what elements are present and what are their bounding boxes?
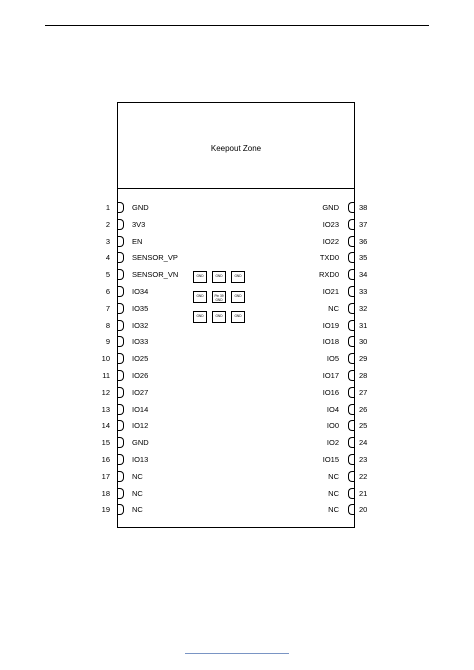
pin-number: 19 — [101, 505, 110, 515]
pin-number: 5 — [105, 270, 110, 280]
footer-link[interactable] — [185, 653, 289, 654]
pin-number: 28 — [359, 371, 368, 380]
pin-name: IO16 — [322, 387, 339, 397]
pin-pad — [348, 420, 354, 431]
pin-name: IO25 — [132, 354, 149, 364]
pin-number: 36 — [359, 236, 368, 246]
pin-number: 21 — [359, 488, 368, 498]
pin-name: GND — [322, 203, 339, 212]
pin-number: 30 — [359, 337, 368, 347]
pin-pad — [348, 387, 354, 398]
pin-name: NC — [132, 471, 143, 481]
pin-number: 7 — [105, 303, 110, 313]
header-rule — [45, 25, 429, 26]
pin-number: 8 — [105, 320, 110, 330]
pin-name: IO32 — [132, 320, 149, 330]
pin-row — [0, 220, 474, 230]
pin-number: 9 — [105, 337, 110, 347]
pin-number: 4 — [105, 253, 110, 263]
pin-name: IO13 — [132, 455, 149, 464]
pin-number: 1 — [105, 203, 110, 212]
pin-name: NC — [328, 488, 339, 498]
pin-row — [0, 237, 474, 247]
pin-number: 25 — [359, 421, 368, 431]
pin-pad — [348, 504, 354, 515]
pin-number: 23 — [359, 455, 368, 464]
pin-name: IO23 — [322, 219, 339, 229]
pin-name: GND — [132, 203, 149, 212]
pin-name: IO2 — [326, 438, 339, 448]
gnd-pad: GND — [231, 291, 245, 303]
keepout-zone-label: Keepout Zone — [210, 144, 262, 153]
pin-row — [0, 421, 474, 431]
pin-pad — [348, 320, 354, 331]
pin-name: IO18 — [322, 337, 339, 347]
pin-row — [0, 203, 474, 213]
pin-pad — [348, 454, 354, 465]
pin-row — [0, 455, 474, 465]
gnd-pad: GND — [193, 271, 207, 283]
keepout-zone — [117, 102, 355, 189]
pin-name: IO22 — [322, 236, 339, 246]
pin-pad — [348, 437, 354, 448]
pin-pad — [348, 286, 354, 297]
pin-name: IO17 — [322, 371, 339, 380]
pin-name: IO0 — [326, 421, 339, 431]
pin-number: 38 — [359, 203, 368, 212]
pin-row — [0, 438, 474, 448]
pin-number: 12 — [101, 387, 110, 397]
pin-name: NC — [328, 471, 339, 481]
pin-name: 3V3 — [132, 219, 146, 229]
pin-number: 32 — [359, 303, 368, 313]
pin-name: NC — [328, 303, 339, 313]
pin-name: IO14 — [132, 404, 149, 414]
pin-pad — [348, 252, 354, 263]
pin-row — [0, 505, 474, 515]
pin-name: IO19 — [322, 320, 339, 330]
pin-pad — [348, 336, 354, 347]
gnd-pad: GND — [193, 311, 207, 323]
pin-name: EN — [132, 236, 143, 246]
pin-number: 14 — [101, 421, 110, 431]
pin-name: GND — [132, 438, 149, 448]
pin-row — [0, 388, 474, 398]
pin-number: 29 — [359, 354, 368, 364]
gnd-pad: GND — [231, 311, 245, 323]
pin-name: IO5 — [326, 354, 339, 364]
pin-number: 24 — [359, 438, 368, 448]
pin-row — [0, 253, 474, 263]
pin-number: 16 — [101, 455, 110, 464]
pin-name: NC — [328, 505, 339, 515]
pin-number: 3 — [105, 236, 110, 246]
pin-number: 10 — [101, 354, 110, 364]
pin-number: 26 — [359, 404, 368, 414]
pin-name: IO26 — [132, 371, 149, 380]
pin-pad — [348, 471, 354, 482]
pin-name: SENSOR_VP — [132, 253, 178, 263]
pin-name: IO4 — [326, 404, 339, 414]
pin-number: 33 — [359, 287, 368, 296]
gnd-pad: Pin 39 GND — [212, 291, 226, 303]
pin-number: 20 — [359, 505, 368, 515]
pin-number: 18 — [101, 488, 110, 498]
pin-row — [0, 405, 474, 415]
pin-name: IO27 — [132, 387, 149, 397]
pin-name: NC — [132, 488, 143, 498]
pin-number: 27 — [359, 387, 368, 397]
pin-row — [0, 371, 474, 381]
pin-pad — [348, 219, 354, 230]
pin-row — [0, 354, 474, 364]
pin-number: 35 — [359, 253, 368, 263]
gnd-pad: GND — [212, 311, 226, 323]
pin-number: 2 — [105, 219, 110, 229]
pin-name: SENSOR_VN — [132, 270, 179, 280]
pin-number: 37 — [359, 219, 368, 229]
gnd-pad: GND — [212, 271, 226, 283]
pin-number: 22 — [359, 471, 368, 481]
pin-number: 11 — [102, 371, 110, 380]
pin-number: 31 — [359, 320, 368, 330]
pin-name: TXD0 — [319, 253, 339, 263]
pin-row — [0, 337, 474, 347]
pin-pad — [348, 404, 354, 415]
pin-pad — [348, 353, 354, 364]
pin-name: IO15 — [322, 455, 339, 464]
pin-pad — [348, 202, 354, 213]
pin-pad — [348, 303, 354, 314]
pin-pad — [348, 236, 354, 247]
pin-pad — [348, 488, 354, 499]
pin-name: IO21 — [322, 287, 339, 296]
gnd-pad: GND — [193, 291, 207, 303]
pin-number: 17 — [101, 471, 110, 481]
pin-pad — [348, 269, 354, 280]
pin-name: IO33 — [132, 337, 149, 347]
pin-row — [0, 472, 474, 482]
pin-number: 13 — [101, 404, 110, 414]
pin-number: 34 — [359, 270, 368, 280]
pin-name: NC — [132, 505, 143, 515]
pin-number: 15 — [101, 438, 110, 448]
pin-name: IO34 — [132, 287, 149, 296]
pin-name: IO12 — [132, 421, 149, 431]
gnd-pad: GND — [231, 271, 245, 283]
pin-pad — [348, 370, 354, 381]
pin-number: 6 — [105, 287, 110, 296]
pin-name: IO35 — [132, 303, 149, 313]
pin-name: RXD0 — [318, 270, 339, 280]
pin-row — [0, 489, 474, 499]
